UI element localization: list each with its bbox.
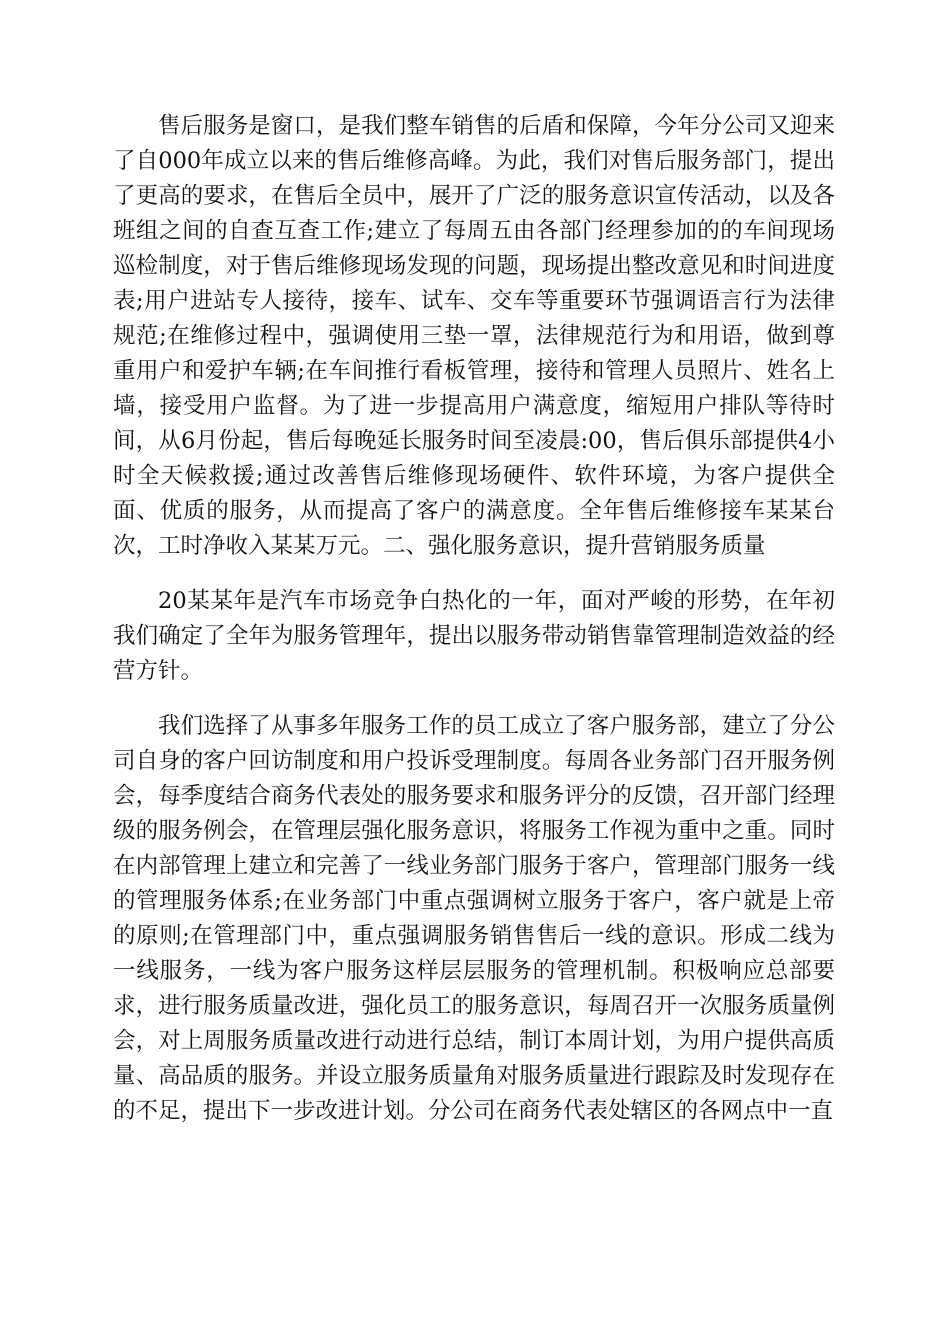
document-page <box>113 109 835 1129</box>
paragraph-customer-service-department: 我们选择了从事多年服务工作的员工成立了客户服务部，建立了分公司自身的客户回访制度和用户投诉受理制度。每周各业务部门召开服务例会，每季度结合商务代表处的服务要求和服务评分的反馈，召开部门经理级的服务例会，在管理层强化服务意识，将服务工作视为重中之重。同时在内部管理上建立和完善了一线业务部门服务于客户，管理部门服务一线的管理服务体系;在业务部门中重点强调树立服务于客户，客户就是上帝的原则;在管理部门中，重点强调服务销售售后一线的意识。形成二线为一线服务，一线为客户服务这样层层服务的管理机制。积极响应总部要求，进行服务质量改进，强化员工的服务意识，每周召开一次服务质量例会，对上周服务质量改进行动进行总结，制订本周计划，为用户提供高质量、高品质的服务。并设立服务质量角对服务质量进行跟踪及时发现存在的不足，提出下一步改进计划。分公司在商务代表处辖区的各网点中一直 <box>113 713 835 1124</box>
paragraph-after-sales-service: 售后服务是窗口，是我们整车销售的后盾和保障，今年分公司又迎来了自000年成立以来的售后维修高峰。为此，我们对售后服务部门，提出了更高的要求，在售后全员中，展开了广泛的服务意识宣传活动，以及各班组之间的自查互查工作;建立了每周五由各部门经理参加的的车间现场巡检制度，对于售后维修现场发现的问题，现场提出整改意见和时间进度表;用户进站专人接待，接车、试车、交车等重要环节强调语言行为法律规范;在维修过程中，强调使用三垫一罩，法律规范行为和用语，做到尊重用户和爱护车辆;在车间推行看板管理，接待和管理人员照片、姓名上墙，接受用户监督。为了进一步提高用户满意度，缩短用户排队等待时间，从6月份起，售后每晚延长服务时间至凌晨:00，售后俱乐部提供4小时全天候救援;通过改善售后维修现场硬件、软件环境，为客户提供全面、优质的服务，从而提高了客户的满意度。全年售后维修接车某某台次，工时净收入某某万元。二、强化服务意识，提升营销服务质量 <box>113 113 835 559</box>
paragraph-service-management-year: 20某某年是汽车市场竞争白热化的一年，面对严峻的形势，在年初我们确定了全年为服务管理年，提出以服务带动销售靠管理制造效益的经营方针。 <box>113 588 835 684</box>
